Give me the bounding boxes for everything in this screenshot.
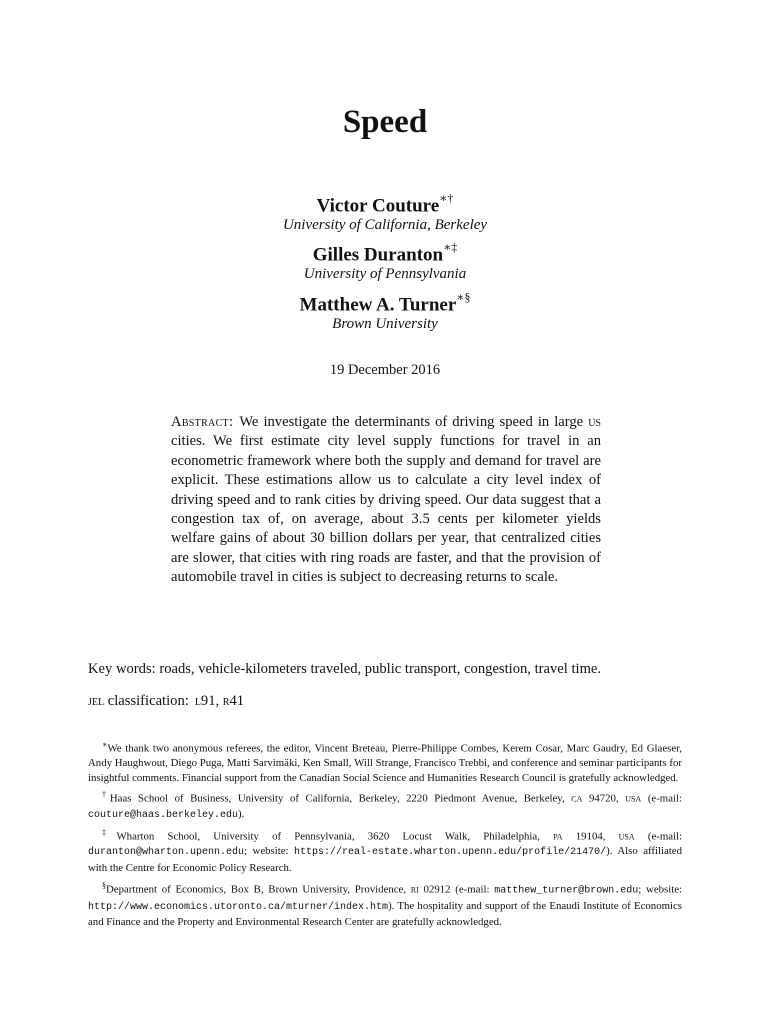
- footnote-couture: [88, 788, 682, 823]
- jel-label: classification:: [104, 693, 189, 709]
- author-name-text: Gilles Duranton: [312, 244, 444, 266]
- jel-codes: l91, r41: [194, 693, 245, 709]
- keywords: Key words: roads, vehicle-kilometers traveled, public transport, congestion, travel time.: [88, 661, 602, 677]
- footnote-text: 02912 (e-mail:: [418, 883, 495, 896]
- email-link[interactable]: duranton@wharton.upenn.edu: [88, 847, 245, 859]
- footnote-country: usa: [625, 792, 642, 805]
- footnote-text: ; website:: [638, 883, 682, 896]
- footnote-duranton: [88, 826, 682, 875]
- footnote-text: 19104,: [562, 830, 619, 843]
- footnote-state: ri: [410, 883, 419, 896]
- abstract-us: us: [588, 414, 601, 430]
- author-name-text: Matthew A. Turner: [299, 294, 457, 316]
- author-affiliation: University of Pennsylvania: [303, 266, 467, 282]
- footnote-acknowledgments: [88, 738, 682, 785]
- footnote-mark: ∗: [102, 740, 108, 749]
- email-link[interactable]: matthew_turner@brown.edu: [494, 885, 639, 897]
- author-footnote-marks: ∗§: [456, 290, 471, 304]
- footnote-text: (e-mail:: [641, 792, 682, 805]
- publication-date: 19 December 2016: [329, 362, 441, 378]
- author-footnote-marks: ∗‡: [443, 240, 458, 254]
- author-name: [0, 193, 770, 217]
- email-link[interactable]: couture@haas.berkeley.edu: [88, 809, 239, 821]
- website-link[interactable]: https://real-estate.wharton.upenn.edu/profile/21470/: [294, 847, 607, 859]
- abstract-text: cities. We first estimate city level supply functions for travel in an econometric framework where both the supply and demand for travel are explicit. These estimations allow us to calculate a city level index of driving speed and to rank cities by driving speed. Our data suggest that a congestion tax of, on average, about 3.5 cents per kilometer yields welfare gains of about 30 billion dollars per year, that centralized cities are slower, that cities with ring roads are faster, and that the provision of automobile travel in cities is subject to decreasing returns to scale.: [171, 433, 601, 586]
- author-name-text: Victor Couture: [316, 195, 440, 217]
- jel-classification: [88, 693, 688, 710]
- footnote-mark: ‡: [102, 828, 117, 838]
- author-name: [0, 242, 770, 266]
- footnote-text: (e-mail:: [634, 830, 683, 843]
- footnote-text: Haas School of Business, University of California, Berkeley, 2220 Piedmont Avenue, Berkeley,: [109, 792, 572, 805]
- abstract-label: Abstract:: [171, 414, 234, 430]
- footnotes: [88, 738, 682, 933]
- author-name: [0, 292, 770, 316]
- footnote-state: ca: [571, 792, 583, 805]
- paper-title: Speed: [342, 104, 428, 140]
- footnote-state: pa: [553, 830, 563, 843]
- footnote-text: Wharton School, University of Pennsylvania, 3620 Locust Walk, Philadelphia,: [116, 830, 554, 843]
- abstract-text: We investigate the determinants of driving speed in large: [239, 414, 589, 430]
- footnote-text: ). Also affiliated with the Centre for Economic Policy Research.: [88, 845, 682, 874]
- footnote-text: We thank two anonymous referees, the editor, Vincent Breteau, Pierre-Philippe Combes, Kerem Cosar, Marc Gaudry, Ed Glaeser, Andy Haughwout, Diego Puga, Matti Sarvimäki, Ken Small, Will Strange, Francisco Trebbi, and conference and seminar participants for insightful comments. Financial support from the Canadian Social Science and Humanities Research Council is gratefully acknowledged.: [88, 742, 682, 784]
- footnote-text: 94720,: [582, 792, 626, 805]
- website-link[interactable]: http://www.economics.utoronto.ca/mturner/index.htm: [88, 901, 389, 913]
- footnote-text: ). The hospitality and support of the Enaudi Institute of Economics and Finance and the Property and Environmental Research Center are gratefully acknowledged.: [88, 899, 682, 929]
- author-affiliation: Brown University: [332, 316, 438, 332]
- footnote-country: usa: [618, 830, 635, 843]
- jel-label-sc: jel: [88, 693, 105, 709]
- author-footnote-marks: ∗†: [439, 191, 454, 205]
- footnote-mark: †: [102, 790, 110, 800]
- abstract: [171, 413, 601, 588]
- footnote-mark: §: [102, 880, 106, 890]
- footnote-text: Department of Economics, Box B, Brown University, Providence,: [106, 883, 411, 896]
- footnote-turner: [88, 879, 682, 930]
- footnote-text: ).: [238, 807, 245, 820]
- footnote-text: ; website:: [244, 845, 295, 858]
- author-affiliation: University of California, Berkeley: [282, 217, 488, 233]
